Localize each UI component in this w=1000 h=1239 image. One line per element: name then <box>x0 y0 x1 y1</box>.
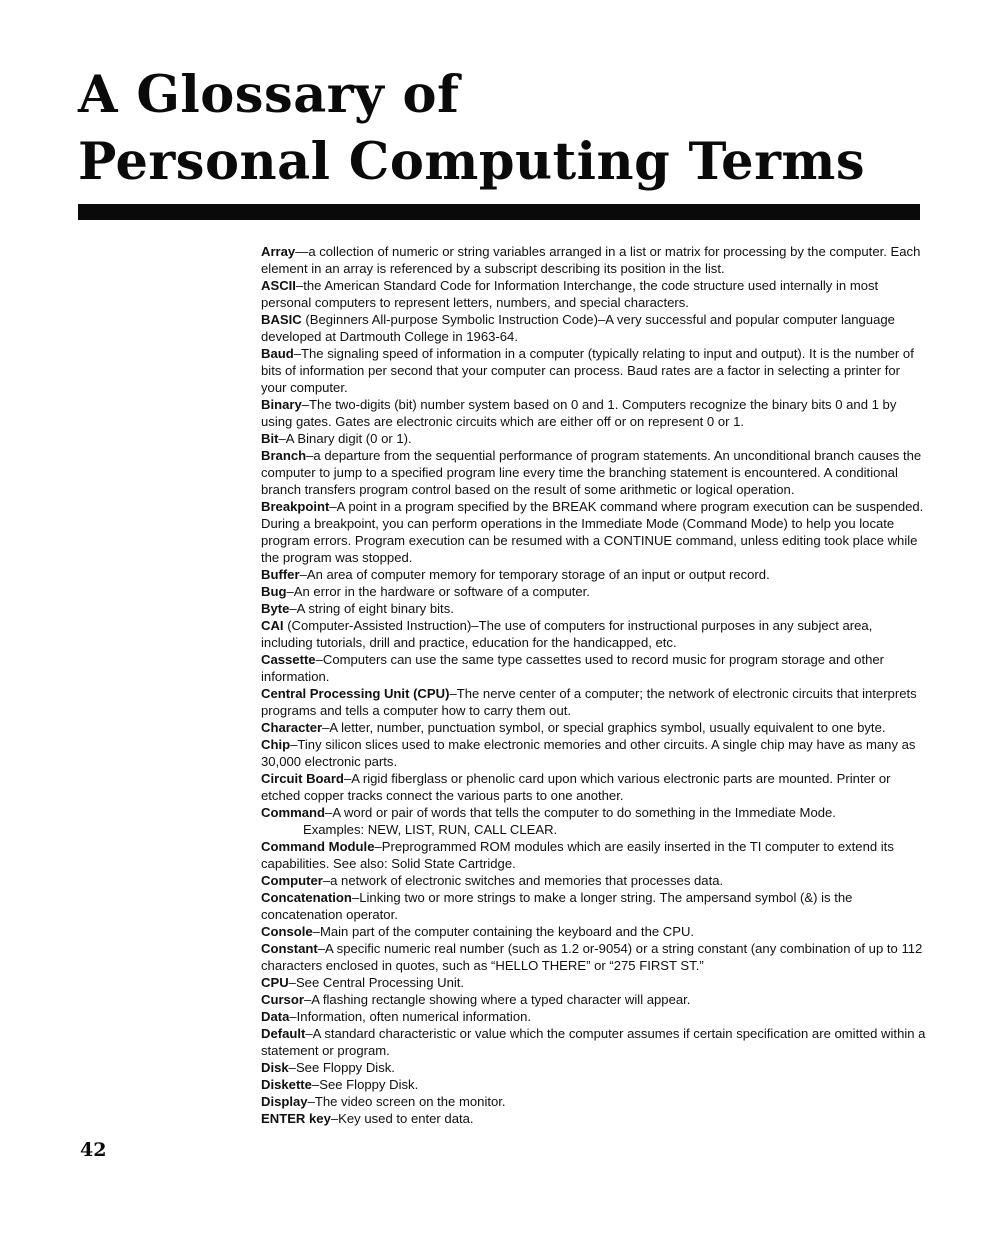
page-title-line-2: Personal Computing Terms <box>78 132 866 192</box>
glossary-term: Buffer <box>261 567 300 582</box>
glossary-entry-cpu-full <box>261 685 926 719</box>
glossary-entry-byte <box>261 600 926 617</box>
glossary-entry-bug <box>261 583 926 600</box>
glossary-entry-disk <box>261 1059 926 1076</box>
glossary-entry-circuit-board <box>261 770 926 804</box>
page-title-line-1: A Glossary of <box>78 65 460 125</box>
glossary-term: CPU <box>261 975 289 990</box>
glossary-entry-buffer <box>261 566 926 583</box>
glossary-entry-diskette <box>261 1076 926 1093</box>
glossary-entry-default <box>261 1025 926 1059</box>
glossary-term: Bug <box>261 584 287 599</box>
glossary-definition: –See Central Processing Unit. <box>288 975 465 990</box>
glossary-term: Disk <box>261 1060 289 1075</box>
glossary-entry-breakpoint <box>261 498 926 566</box>
glossary-term: Data <box>261 1009 290 1024</box>
glossary-definition: –Main part of the computer containing the keyboard and the CPU. <box>312 924 695 939</box>
glossary-term: Branch <box>261 448 307 463</box>
glossary-entry-constant <box>261 940 926 974</box>
glossary-definition: –Preprogrammed ROM modules which are easily inserted in the TI computer to extend its capabilities. See also: Solid State Cartridge. <box>261 839 894 871</box>
glossary-definition: –Information, often numerical information. <box>289 1009 532 1024</box>
glossary-definition: (Computer-Assisted Instruction)–The use of computers for instructional purposes in any subject area, including tutorials, drill and practice, education for the handicapped, etc. <box>261 618 873 650</box>
glossary-term: Baud <box>261 346 294 361</box>
glossary-entry-ascii <box>261 277 926 311</box>
glossary-definition: –a network of electronic switches and memories that processes data. <box>322 873 724 888</box>
glossary-entry-display <box>261 1093 926 1110</box>
glossary-entry-command-module <box>261 838 926 872</box>
glossary-term: CAI <box>261 618 284 633</box>
glossary-definition: –A standard characteristic or value which the computer assumes if certain specification are omitted within a statement or program. <box>261 1026 926 1058</box>
glossary-term: Cursor <box>261 992 304 1007</box>
glossary-term: Command Module <box>261 839 375 854</box>
glossary-definition: –A flashing rectangle showing where a typed character will appear. <box>303 992 691 1007</box>
glossary-definition: –Computers can use the same type cassettes used to record music for program storage and other information. <box>261 652 885 684</box>
title-divider-bar <box>78 204 920 220</box>
glossary-definition: –A specific numeric real number (such as 1.2 or-9054) or a string constant (any combination of up to 112 characters enclosed in quotes, such as “HELLO THERE” or “275 FIRST ST.” <box>261 941 923 973</box>
glossary-definition: –A rigid fiberglass or phenolic card upon which various electronic parts are mounted. Printer or etched copper tracks connect the various parts to one another. <box>261 771 891 803</box>
glossary-term: ENTER key <box>261 1111 331 1126</box>
glossary-entry-basic <box>261 311 926 345</box>
glossary-term: Central Processing Unit (CPU) <box>261 686 450 701</box>
glossary-entry-bit <box>261 430 926 447</box>
glossary-entry-baud <box>261 345 926 396</box>
glossary-definition: –The signaling speed of information in a computer (typically relating to input and output). It is the number of bits of information per second that your computer can process. Baud rates are a factor in selecting a printer for your computer. <box>261 346 914 395</box>
glossary-definition: –The video screen on the monitor. <box>307 1094 506 1109</box>
glossary-definition: –a departure from the sequential performance of program statements. An unconditional branch causes the computer to jump to a specified program line every time the branching statement is encountered. A conditional branch transfers program control based on the result of some arithmetic or logical operation. <box>261 448 922 497</box>
glossary-definition: –A word or pair of words that tells the computer to do something in the Immediate Mode. <box>325 805 836 820</box>
glossary-term: Diskette <box>261 1077 312 1092</box>
glossary-entry-cpu <box>261 974 926 991</box>
glossary-term: Array <box>261 244 296 259</box>
glossary-entry-cassette <box>261 651 926 685</box>
glossary-entry-enter-key <box>261 1110 926 1127</box>
glossary-term: Byte <box>261 601 290 616</box>
glossary-entry-command <box>261 804 926 821</box>
glossary-definition: –The two-digits (bit) number system based on 0 and 1. Computers recognize the binary bits 0 and 1 by using gates. Gates are electronic circuits which are either off or on represent 0 or 1. <box>261 397 897 429</box>
glossary-definition: –A point in a program specified by the BREAK command where program execution can be suspended. During a breakpoint, you can perform operations in the Immediate Mode (Command Mode) to help you locate program errors. Program execution can be resumed with a CONTINUE command, unless editing took place while the program was stopped. <box>261 499 924 565</box>
glossary-term: Chip <box>261 737 291 752</box>
glossary-definition: (Beginners All-purpose Symbolic Instruction Code)–A very successful and popular computer language developed at Dartmouth College in 1963-64. <box>261 312 895 344</box>
glossary-entry-data <box>261 1008 926 1025</box>
glossary-definition: –A letter, number, punctuation symbol, or special graphics symbol, usually equivalent to one byte. <box>322 720 886 735</box>
glossary-definition: —a collection of numeric or string variables arranged in a list or matrix for processing by the computer. Each element in an array is referenced by a subscript describing its position in the list. <box>261 244 921 276</box>
glossary-term: Default <box>261 1026 306 1041</box>
glossary-term: Circuit Board <box>261 771 344 786</box>
glossary-term: Console <box>261 924 313 939</box>
glossary-definition: –the American Standard Code for Information Interchange, the code structure used internally in most personal computers to represent letters, numbers, and special characters. <box>261 278 879 310</box>
glossary-entry-array <box>261 243 926 277</box>
glossary-entry-cursor <box>261 991 926 1008</box>
glossary-term: Bit <box>261 431 279 446</box>
glossary-term: Cassette <box>261 652 316 667</box>
glossary-definition: –Key used to enter data. <box>330 1111 474 1126</box>
page-number: 42 <box>80 1139 107 1161</box>
glossary-term: ASCII <box>261 278 296 293</box>
glossary-definition: –An error in the hardware or software of a computer. <box>286 584 590 599</box>
page-title <box>78 62 865 196</box>
glossary-definition: –Linking two or more strings to make a longer string. The ampersand symbol (&) is the concatenation operator. <box>261 890 853 922</box>
glossary-list <box>261 243 926 1127</box>
glossary-entry-computer <box>261 872 926 889</box>
glossary-entry-chip <box>261 736 926 770</box>
glossary-entry-branch <box>261 447 926 498</box>
glossary-definition: –A Binary digit (0 or 1). <box>278 431 412 446</box>
glossary-term: Concatenation <box>261 890 352 905</box>
glossary-entry-cai <box>261 617 926 651</box>
glossary-definition: –An area of computer memory for temporary storage of an input or output record. <box>299 567 770 582</box>
glossary-definition: –See Floppy Disk. <box>288 1060 395 1075</box>
glossary-definition: –A string of eight binary bits. <box>289 601 454 616</box>
glossary-term: Command <box>261 805 326 820</box>
glossary-entry-console <box>261 923 926 940</box>
glossary-term: Display <box>261 1094 308 1109</box>
glossary-term: Constant <box>261 941 318 956</box>
glossary-term: Computer <box>261 873 323 888</box>
glossary-term: Binary <box>261 397 302 412</box>
glossary-term: Character <box>261 720 323 735</box>
glossary-term: BASIC <box>261 312 302 327</box>
glossary-term: Breakpoint <box>261 499 330 514</box>
glossary-entry-binary <box>261 396 926 430</box>
glossary-definition: –Tiny silicon slices used to make electronic memories and other circuits. A single chip may have as many as 30,000 electronic parts. <box>261 737 916 769</box>
glossary-entry-character <box>261 719 926 736</box>
command-example: Examples: NEW, LIST, RUN, CALL CLEAR. <box>303 822 558 837</box>
glossary-definition: –See Floppy Disk. <box>311 1077 419 1092</box>
glossary-definition: –The nerve center of a computer; the network of electronic circuits that interprets programs and tells a computer how to carry them out. <box>261 686 917 718</box>
glossary-entry-concatenation <box>261 889 926 923</box>
